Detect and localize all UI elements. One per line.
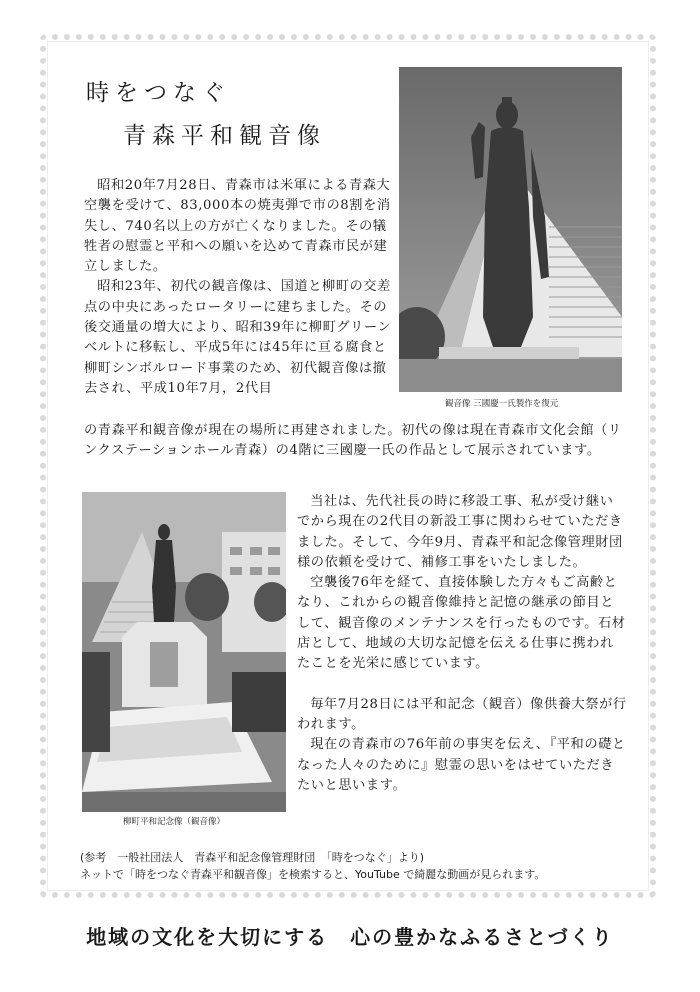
paragraph: 空襲後76年を経て、直接体験した方々もご高齢となり、これからの観音像維持と記憶の継承の節目として、観音像のメンテナンスを行ったものです。石材店として、地域の大切な記憶を伝える仕事に携われたことを光栄に感じています。	[297, 575, 626, 672]
paragraph: 昭和23年、初代の観音像は、国道と柳町の交差点の中央にあったロータリーに建ちました。その後交通量の増大により、昭和39年に柳町グリーンベルトに移転し、平成5年には45年に亘る腐食と柳町シンボルロード事業のため、初代観音像は撤去され、平成10年7月，2代目	[84, 279, 392, 396]
paragraph: 現在の青森市の76年前の事実を伝え、『平和の礎となった人々のために』慰霊の思いをはせていただきたいと思います。	[297, 737, 626, 793]
title-line-1: 時をつなぐ	[86, 80, 231, 106]
reference-source: (参考 一般社団法人 青森平和記念像管理財団 「時をつなぐ」より)	[80, 851, 425, 864]
reference-note	[80, 849, 545, 883]
paragraph: の青森平和観音像が現在の場所に再建されました。初代の像は現在青森市文化会館（リンクステーションホール青森）の4階に三國慶一氏の作品として展示されています。	[84, 423, 622, 459]
intro-text	[84, 176, 396, 399]
paragraph: 昭和20年7月28日、青森市は米軍による青森大空襲を受けて、83,000本の焼夷弾で市の8割を消失し、740名以上の方が亡くなりました。その犠牲者の慰霊と平和への願いを込めて青森市民が建立しました。	[84, 178, 391, 275]
memorial-photo-bottom	[82, 492, 286, 812]
top-photo-caption: 観音像 三國慶一氏製作を復元	[445, 399, 559, 409]
bottom-photo-caption: 柳町平和記念像（観音像）	[123, 817, 226, 827]
intro-text-wide	[84, 421, 624, 462]
title-line-2: 青森平和観音像	[123, 123, 326, 149]
reference-youtube-note: ネットで「時をつなぐ青森平和観音像」を検索すると、YouTube で綺麗な動画が見られます。	[80, 868, 546, 881]
company-text	[297, 492, 627, 796]
statue-photo-top	[399, 67, 622, 392]
slogan: 地域の文化を大切にする 心の豊かなふるさとづくり	[86, 925, 614, 949]
paragraph: 毎年7月28日には平和記念（観音）像供養大祭が行われます。	[297, 696, 627, 732]
paragraph: 当社は、先代社長の時に移設工事、私が受け継いでから現在の2代目の新設工事に関わらせていただきました。そして、今年9月、青森平和記念像管理財団様の依頼を受けて、補修工事をいたしました。	[297, 494, 623, 570]
